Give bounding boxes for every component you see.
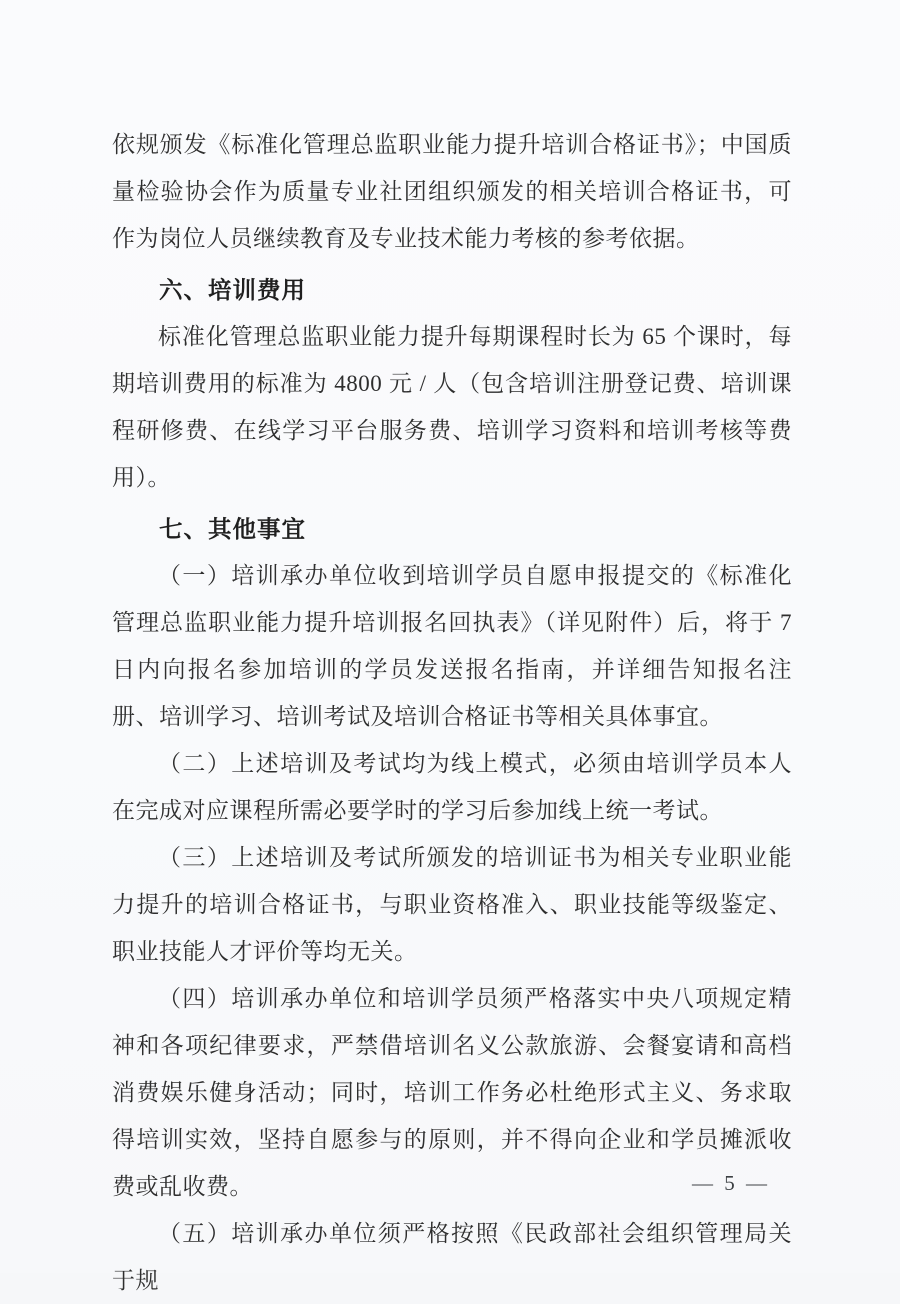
paragraph-item-3: （三）上述培训及考试所颁发的培训证书为相关专业职业能力提升的培训合格证书，与职业资格准入、职业技能等级鉴定、职业技能人才评价等均无关。 xyxy=(112,845,792,964)
section-heading-other-matters: 七、其他事宜 xyxy=(159,516,306,542)
document-body xyxy=(112,121,792,1304)
paragraph-item-2: （二）上述培训及考试均为线上模式，必须由培训学员本人在完成对应课程所需必要学时的学习后参加线上统一考试。 xyxy=(112,751,792,823)
paragraph-item-1: （一）培训承办单位收到培训学员自愿申报提交的《标准化管理总监职业能力提升培训报名回执表》（详见附件）后，将于 7 日内向报名参加培训的学员发送报名指南，并详细告知报名注册、培训学习、培训考试及培训合格证书等相关具体事宜。 xyxy=(112,563,792,729)
paragraph-training-fees: 标准化管理总监职业能力提升每期课程时长为 65 个课时，每期培训费用的标准为 4800 元 / 人（包含培训注册登记费、培训课程研修费、在线学习平台服务费、培训学习资料和培训考核等费用）。 xyxy=(112,324,792,490)
paragraph-item-5: （五）培训承办单位须严格按照《民政部社会组织管理局关于规 xyxy=(112,1221,792,1293)
section-heading-training-fees: 六、培训费用 xyxy=(159,277,306,303)
paragraph-continuation: 依规颁发《标准化管理总监职业能力提升培训合格证书》；中国质量检验协会作为质量专业社团组织颁发的相关培训合格证书，可作为岗位人员继续教育及专业技术能力考核的参考依据。 xyxy=(112,132,792,251)
page-number: — 5 — xyxy=(692,1171,770,1195)
paragraph-item-4: （四）培训承办单位和培训学员须严格落实中央八项规定精神和各项纪律要求，严禁借培训名义公款旅游、会餐宴请和高档消费娱乐健身活动；同时，培训工作务必杜绝形式主义、务求取得培训实效，坚持自愿参与的原则，并不得向企业和学员摊派收费或乱收费。 xyxy=(112,986,792,1199)
